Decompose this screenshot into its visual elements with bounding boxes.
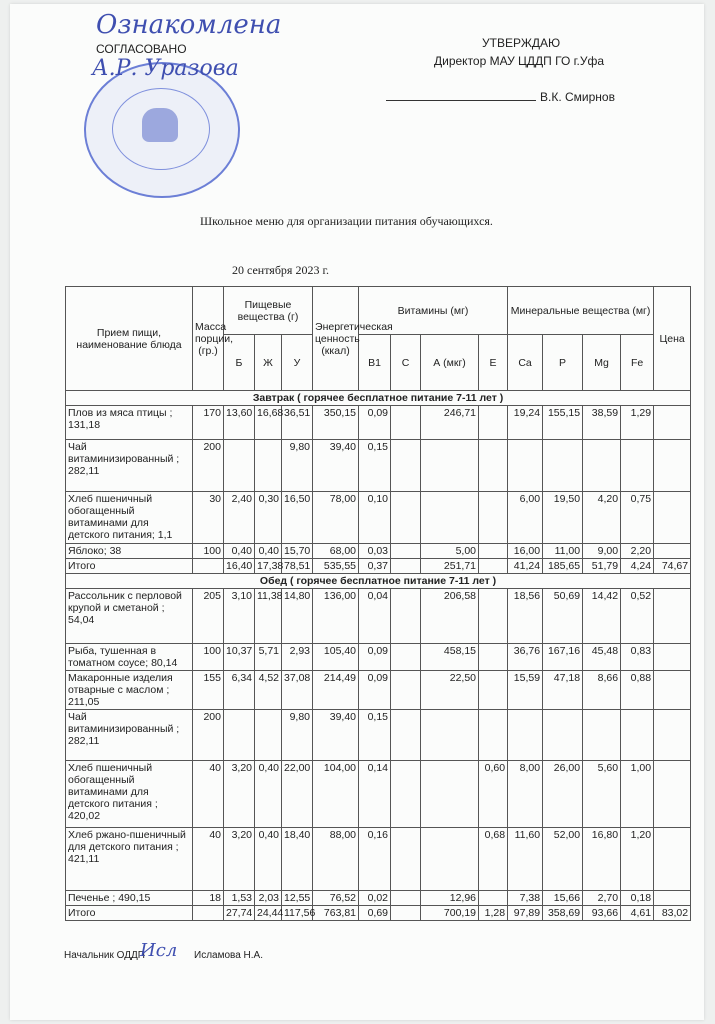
value-cell: 9,80	[282, 710, 313, 761]
value-cell: 40	[193, 761, 224, 828]
value-cell: 78,00	[313, 492, 359, 544]
dish-name-cell: Итого	[66, 906, 193, 921]
value-cell: 3,20	[224, 761, 255, 828]
dish-name-cell: Чай витаминизированный ; 282,11	[66, 440, 193, 492]
value-cell: 16,00	[508, 544, 543, 559]
value-cell: 50,69	[543, 589, 583, 644]
value-cell	[479, 710, 508, 761]
value-cell	[654, 710, 691, 761]
value-cell	[508, 440, 543, 492]
dish-name-cell: Итого	[66, 559, 193, 574]
director-line: Директор МАУ ЦДДП ГО г.Уфа	[434, 54, 605, 68]
value-cell: 16,50	[282, 492, 313, 544]
value-cell: 251,71	[421, 559, 479, 574]
value-cell	[583, 710, 621, 761]
table-row	[66, 440, 691, 492]
value-cell: 155,15	[543, 406, 583, 440]
value-cell: 17,38	[255, 559, 282, 574]
value-cell: 0,03	[359, 544, 391, 559]
value-cell	[391, 406, 421, 440]
footer-name: Исламова Н.А.	[194, 950, 264, 961]
value-cell	[479, 891, 508, 906]
value-cell	[479, 492, 508, 544]
value-cell	[654, 891, 691, 906]
section-title: Обед ( горячее бесплатное питание 7-11 лет )	[66, 574, 691, 589]
value-cell: 36,76	[508, 644, 543, 671]
value-cell: 170	[193, 406, 224, 440]
value-cell	[391, 710, 421, 761]
value-cell	[391, 544, 421, 559]
handwritten-acknowledged: Ознакомлена	[96, 10, 282, 40]
value-cell: 27,74	[224, 906, 255, 921]
value-cell: 76,52	[313, 891, 359, 906]
value-cell: 0,68	[479, 828, 508, 891]
section-title: Завтрак ( горячее бесплатное питание 7-11 лет )	[66, 391, 691, 406]
value-cell	[391, 589, 421, 644]
value-cell: 100	[193, 644, 224, 671]
value-cell: 22,00	[282, 761, 313, 828]
header-nutrients: Пищевые вещества (г)	[224, 287, 313, 335]
value-cell: 24,44	[255, 906, 282, 921]
table-row	[66, 406, 691, 440]
value-cell	[654, 671, 691, 710]
agreed-label: СОГЛАСОВАНО	[96, 42, 187, 56]
value-cell	[224, 440, 255, 492]
value-cell	[391, 891, 421, 906]
value-cell	[421, 440, 479, 492]
value-cell: 0,30	[255, 492, 282, 544]
value-cell: 0,83	[621, 644, 654, 671]
value-cell: 39,40	[313, 440, 359, 492]
value-cell: 0,15	[359, 710, 391, 761]
value-cell: 7,38	[508, 891, 543, 906]
value-cell	[479, 644, 508, 671]
header-meal: Прием пищи, наименование блюда	[66, 287, 193, 391]
value-cell: 167,16	[543, 644, 583, 671]
document-date: 20 сентября 2023 г.	[232, 263, 330, 277]
menu-body	[66, 391, 691, 921]
value-cell	[654, 406, 691, 440]
value-cell: 14,80	[282, 589, 313, 644]
value-cell: 11,00	[543, 544, 583, 559]
value-cell: 2,70	[583, 891, 621, 906]
value-cell: 0,09	[359, 406, 391, 440]
value-cell: 6,00	[508, 492, 543, 544]
value-cell: 45,48	[583, 644, 621, 671]
value-cell	[391, 828, 421, 891]
value-cell	[621, 710, 654, 761]
dish-name-cell: Хлеб ржано-пшеничный для детского питания ; 421,11	[66, 828, 193, 891]
value-cell	[391, 644, 421, 671]
header-vitamins: Витамины (мг)	[359, 287, 508, 335]
dish-name-cell: Плов из мяса птицы ; 131,18	[66, 406, 193, 440]
value-cell	[654, 544, 691, 559]
director-signature-line	[386, 100, 536, 101]
value-cell: 38,59	[583, 406, 621, 440]
table-row	[66, 761, 691, 828]
value-cell: 0,40	[255, 761, 282, 828]
value-cell: 47,18	[543, 671, 583, 710]
value-cell	[479, 544, 508, 559]
value-cell: 14,42	[583, 589, 621, 644]
header-minerals: Минеральные вещества (мг)	[508, 287, 654, 335]
value-cell: 10,37	[224, 644, 255, 671]
value-cell: 13,60	[224, 406, 255, 440]
value-cell: 1,00	[621, 761, 654, 828]
subheader-cell: E	[479, 335, 508, 391]
value-cell: 200	[193, 710, 224, 761]
value-cell: 19,50	[543, 492, 583, 544]
dish-name-cell: Рыба, тушенная в томатном соусе; 80,14	[66, 644, 193, 671]
value-cell: 22,50	[421, 671, 479, 710]
value-cell: 0,14	[359, 761, 391, 828]
dish-name-cell: Хлеб пшеничный обогащенный витаминами для детского питания; 1,1	[66, 492, 193, 544]
value-cell: 0,88	[621, 671, 654, 710]
agreed-signature: А.Р. Уразова	[92, 56, 239, 81]
value-cell: 6,34	[224, 671, 255, 710]
value-cell: 100	[193, 544, 224, 559]
value-cell	[391, 492, 421, 544]
section-header-row	[66, 391, 691, 406]
dish-name-cell: Хлеб пшеничный обогащенный витаминами для детского питания ; 420,02	[66, 761, 193, 828]
value-cell	[508, 710, 543, 761]
value-cell: 105,40	[313, 644, 359, 671]
value-cell: 74,67	[654, 559, 691, 574]
value-cell	[391, 440, 421, 492]
value-cell: 1,53	[224, 891, 255, 906]
value-cell: 0,52	[621, 589, 654, 644]
value-cell: 136,00	[313, 589, 359, 644]
value-cell: 104,00	[313, 761, 359, 828]
value-cell: 2,03	[255, 891, 282, 906]
value-cell: 18,40	[282, 828, 313, 891]
value-cell: 206,58	[421, 589, 479, 644]
dish-name-cell: Чай витаминизированный ; 282,11	[66, 710, 193, 761]
value-cell: 8,66	[583, 671, 621, 710]
value-cell	[654, 761, 691, 828]
table-row	[66, 644, 691, 671]
subheader-cell: P	[543, 335, 583, 391]
dish-name-cell: Яблоко; 38	[66, 544, 193, 559]
value-cell: 41,24	[508, 559, 543, 574]
dish-name-cell: Макаронные изделия отварные с маслом ; 211,05	[66, 671, 193, 710]
value-cell	[421, 761, 479, 828]
value-cell: 51,79	[583, 559, 621, 574]
value-cell: 155	[193, 671, 224, 710]
value-cell: 0,04	[359, 589, 391, 644]
value-cell: 2,20	[621, 544, 654, 559]
value-cell: 19,24	[508, 406, 543, 440]
round-stamp	[84, 62, 240, 198]
value-cell: 0,16	[359, 828, 391, 891]
value-cell	[543, 440, 583, 492]
value-cell: 15,66	[543, 891, 583, 906]
value-cell: 0,18	[621, 891, 654, 906]
value-cell	[654, 589, 691, 644]
subheader-cell: А (мкг)	[421, 335, 479, 391]
value-cell: 350,15	[313, 406, 359, 440]
footer-signature: Исл	[140, 940, 178, 961]
value-cell	[255, 710, 282, 761]
value-cell: 16,40	[224, 559, 255, 574]
value-cell	[421, 710, 479, 761]
value-cell: 0,40	[224, 544, 255, 559]
value-cell: 11,38	[255, 589, 282, 644]
value-cell	[479, 440, 508, 492]
value-cell: 0,09	[359, 671, 391, 710]
value-cell: 214,49	[313, 671, 359, 710]
value-cell: 52,00	[543, 828, 583, 891]
value-cell	[654, 644, 691, 671]
value-cell: 2,40	[224, 492, 255, 544]
value-cell: 97,89	[508, 906, 543, 921]
value-cell	[391, 671, 421, 710]
value-cell	[654, 492, 691, 544]
value-cell: 4,61	[621, 906, 654, 921]
value-cell: 763,81	[313, 906, 359, 921]
table-row	[66, 589, 691, 644]
value-cell	[479, 589, 508, 644]
value-cell: 5,60	[583, 761, 621, 828]
value-cell: 12,55	[282, 891, 313, 906]
value-cell: 37,08	[282, 671, 313, 710]
subheader-cell: Б	[224, 335, 255, 391]
table-row	[66, 906, 691, 921]
table-row	[66, 828, 691, 891]
value-cell: 93,66	[583, 906, 621, 921]
value-cell: 83,02	[654, 906, 691, 921]
value-cell: 117,56	[282, 906, 313, 921]
value-cell: 0,40	[255, 544, 282, 559]
subheader-cell: Ca	[508, 335, 543, 391]
value-cell	[479, 559, 508, 574]
value-cell: 4,20	[583, 492, 621, 544]
table-row	[66, 559, 691, 574]
value-cell	[193, 906, 224, 921]
value-cell: 18	[193, 891, 224, 906]
value-cell: 18,56	[508, 589, 543, 644]
value-cell: 1,29	[621, 406, 654, 440]
header-mass: Масса порции, (гр.)	[193, 287, 224, 391]
section-header-row	[66, 574, 691, 589]
value-cell: 8,00	[508, 761, 543, 828]
header-energy: Энергетическая ценность (ккал)	[313, 287, 359, 391]
value-cell: 2,93	[282, 644, 313, 671]
value-cell: 39,40	[313, 710, 359, 761]
value-cell: 12,96	[421, 891, 479, 906]
subheader-cell: Fe	[621, 335, 654, 391]
value-cell: 200	[193, 440, 224, 492]
value-cell: 16,68	[255, 406, 282, 440]
value-cell: 78,51	[282, 559, 313, 574]
value-cell: 0,69	[359, 906, 391, 921]
value-cell: 9,80	[282, 440, 313, 492]
value-cell: 0,15	[359, 440, 391, 492]
value-cell: 36,51	[282, 406, 313, 440]
value-cell: 0,09	[359, 644, 391, 671]
value-cell: 4,52	[255, 671, 282, 710]
dish-name-cell: Рассольник с перловой крупой и сметаной ; 54,04	[66, 589, 193, 644]
value-cell	[421, 492, 479, 544]
value-cell: 700,19	[421, 906, 479, 921]
subheader-cell: У	[282, 335, 313, 391]
value-cell: 535,55	[313, 559, 359, 574]
value-cell	[621, 440, 654, 492]
value-cell: 88,00	[313, 828, 359, 891]
value-cell: 9,00	[583, 544, 621, 559]
value-cell: 26,00	[543, 761, 583, 828]
header-price: Цена	[654, 287, 691, 391]
table-row	[66, 544, 691, 559]
value-cell: 1,20	[621, 828, 654, 891]
value-cell	[479, 406, 508, 440]
table-row	[66, 671, 691, 710]
value-cell	[543, 710, 583, 761]
value-cell	[224, 710, 255, 761]
value-cell: 0,75	[621, 492, 654, 544]
value-cell: 1,28	[479, 906, 508, 921]
table-row	[66, 492, 691, 544]
footer-position: Начальник ОДДП	[64, 950, 145, 961]
value-cell: 0,37	[359, 559, 391, 574]
value-cell: 16,80	[583, 828, 621, 891]
value-cell: 185,65	[543, 559, 583, 574]
subheader-cell: Ж	[255, 335, 282, 391]
document-title: Школьное меню для организации питания обучающихся.	[200, 214, 493, 228]
value-cell: 358,69	[543, 906, 583, 921]
value-cell	[421, 828, 479, 891]
value-cell: 0,40	[255, 828, 282, 891]
value-cell	[479, 671, 508, 710]
value-cell: 15,59	[508, 671, 543, 710]
table-row	[66, 710, 691, 761]
value-cell: 246,71	[421, 406, 479, 440]
value-cell	[654, 440, 691, 492]
value-cell	[391, 559, 421, 574]
value-cell	[255, 440, 282, 492]
value-cell	[391, 761, 421, 828]
dish-name-cell: Печенье ; 490,15	[66, 891, 193, 906]
value-cell	[654, 828, 691, 891]
value-cell: 3,20	[224, 828, 255, 891]
value-cell: 30	[193, 492, 224, 544]
value-cell: 11,60	[508, 828, 543, 891]
value-cell	[583, 440, 621, 492]
director-name: В.К. Смирнов	[540, 90, 615, 104]
value-cell: 0,60	[479, 761, 508, 828]
value-cell: 15,70	[282, 544, 313, 559]
value-cell: 3,10	[224, 589, 255, 644]
value-cell: 40	[193, 828, 224, 891]
value-cell: 205	[193, 589, 224, 644]
value-cell: 5,71	[255, 644, 282, 671]
value-cell: 4,24	[621, 559, 654, 574]
value-cell: 5,00	[421, 544, 479, 559]
menu-table	[65, 286, 691, 921]
subheader-cell: B1	[359, 335, 391, 391]
subheader-cell: Mg	[583, 335, 621, 391]
value-cell: 458,15	[421, 644, 479, 671]
value-cell	[193, 559, 224, 574]
value-cell	[391, 906, 421, 921]
table-row	[66, 891, 691, 906]
value-cell: 0,10	[359, 492, 391, 544]
subheader-cell: C	[391, 335, 421, 391]
value-cell: 68,00	[313, 544, 359, 559]
approved-label: УТВЕРЖДАЮ	[482, 36, 561, 50]
value-cell: 0,02	[359, 891, 391, 906]
